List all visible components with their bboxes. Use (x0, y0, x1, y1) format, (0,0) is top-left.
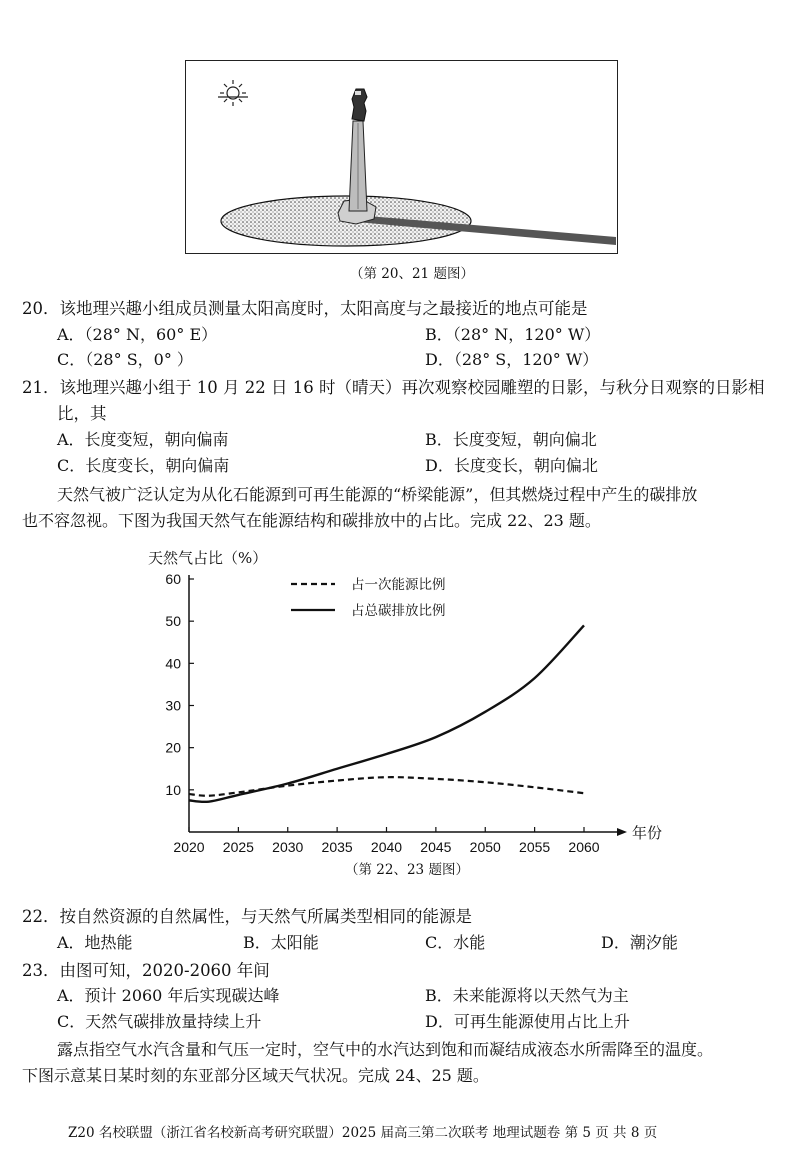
y-tick-label: 10 (165, 781, 181, 798)
legend-label: 占总碳排放比例 (351, 603, 446, 619)
passage-2-line1: 露点指空气水汽含量和气压一定时，空气中的水汽达到饱和而凝结成液态水所需降至的温度。 (57, 1040, 714, 1059)
option-22-c[interactable]: C．水能 (425, 933, 486, 952)
option-22-a[interactable]: A．地热能 (57, 933, 133, 952)
x-tick-label: 2035 (321, 839, 353, 855)
x-tick-label: 2020 (173, 839, 205, 855)
option-20-d[interactable]: D．（28° S，120° W） (425, 350, 599, 369)
x-tick-label: 2060 (568, 839, 600, 855)
option-23-b[interactable]: B．未来能源将以天然气为主 (425, 986, 629, 1005)
page-footer: Z20 名校联盟（浙江省名校新高考研究联盟）2025 届高三第二次联考 地理试题卷 第 5 页 共 8 页 (68, 1125, 658, 1141)
question-number: 21． (22, 378, 60, 397)
option-22-d[interactable]: D．潮汐能 (601, 933, 678, 952)
question-text: 由图可知，2020-2060 年间 (59, 961, 270, 980)
question-number: 22． (22, 907, 60, 926)
x-axis-arrow (617, 828, 627, 836)
option-23-d[interactable]: D．可再生能源使用占比上升 (425, 1012, 630, 1031)
question-number: 23． (22, 961, 60, 980)
x-tick-label: 2040 (370, 839, 403, 855)
question-text: 该地理兴趣小组成员测量太阳高度时，太阳高度与之最接近的地点可能是 (59, 299, 588, 318)
chart-caption: （第 22、23 题图） (345, 862, 469, 878)
figure-sculpture (185, 60, 618, 254)
x-axis-label: 年份 (632, 824, 663, 842)
passage-1-line1: 天然气被广泛认定为从化石能源到可再生能源的“桥梁能源”，但其燃烧过程中产生的碳排放 (57, 485, 698, 504)
series-line-carbon-emission (189, 625, 584, 801)
question-23 (22, 957, 270, 981)
option-20-b[interactable]: B．（28° N，120° W） (425, 325, 601, 344)
question-text: 该地理兴趣小组于 10 月 22 日 16 时（晴天）再次观察校园雕塑的日影，与秋分日观察的日影相 (59, 378, 765, 397)
option-23-a[interactable]: A．预计 2060 年后实现碳达峰 (57, 986, 280, 1005)
x-tick-label: 2045 (420, 839, 452, 855)
y-tick-label: 20 (165, 739, 181, 756)
sculpture-illustration (186, 61, 616, 252)
option-21-b[interactable]: B．长度变短，朝向偏北 (425, 430, 597, 449)
option-21-a[interactable]: A．长度变短，朝向偏南 (57, 430, 229, 449)
y-tick-label: 60 (165, 571, 181, 587)
question-21-line2: 比，其 (57, 404, 107, 423)
option-23-c[interactable]: C．天然气碳排放量持续上升 (57, 1012, 262, 1031)
x-tick-label: 2030 (272, 839, 304, 855)
y-tick-label: 40 (165, 655, 181, 672)
option-20-c[interactable]: C．（28° S，0° ） (57, 350, 193, 369)
question-20 (22, 295, 588, 319)
sun-icon (218, 80, 248, 106)
y-tick-label: 50 (165, 613, 181, 630)
figure1-caption: （第 20、21 题图） (350, 266, 474, 282)
passage-2-line2: 下图示意某日某时刻的东亚部分区域天气状况。完成 24、25 题。 (22, 1066, 489, 1085)
x-tick-label: 2055 (519, 839, 551, 855)
y-tick-label: 30 (165, 697, 181, 714)
x-tick-label: 2025 (222, 839, 254, 855)
natural-gas-chart (140, 538, 680, 883)
option-21-c[interactable]: C．长度变长，朝向偏南 (57, 456, 230, 475)
question-22 (22, 903, 472, 927)
question-text: 按自然资源的自然属性，与天然气所属类型相同的能源是 (59, 907, 472, 926)
x-tick-label: 2050 (469, 839, 501, 855)
option-20-a[interactable]: A．（28° N，60° E） (57, 325, 218, 344)
option-21-d[interactable]: D．长度变长，朝向偏北 (425, 456, 598, 475)
legend-label: 占一次能源比例 (351, 577, 446, 593)
question-21 (22, 374, 764, 398)
question-number: 20． (22, 299, 60, 318)
option-22-b[interactable]: B．太阳能 (243, 933, 319, 952)
y-axis-label: 天然气占比（%） (148, 549, 268, 567)
passage-1-line2: 也不容忽视。下图为我国天然气在能源结构和碳排放中的占比。完成 22、23 题。 (22, 511, 601, 530)
